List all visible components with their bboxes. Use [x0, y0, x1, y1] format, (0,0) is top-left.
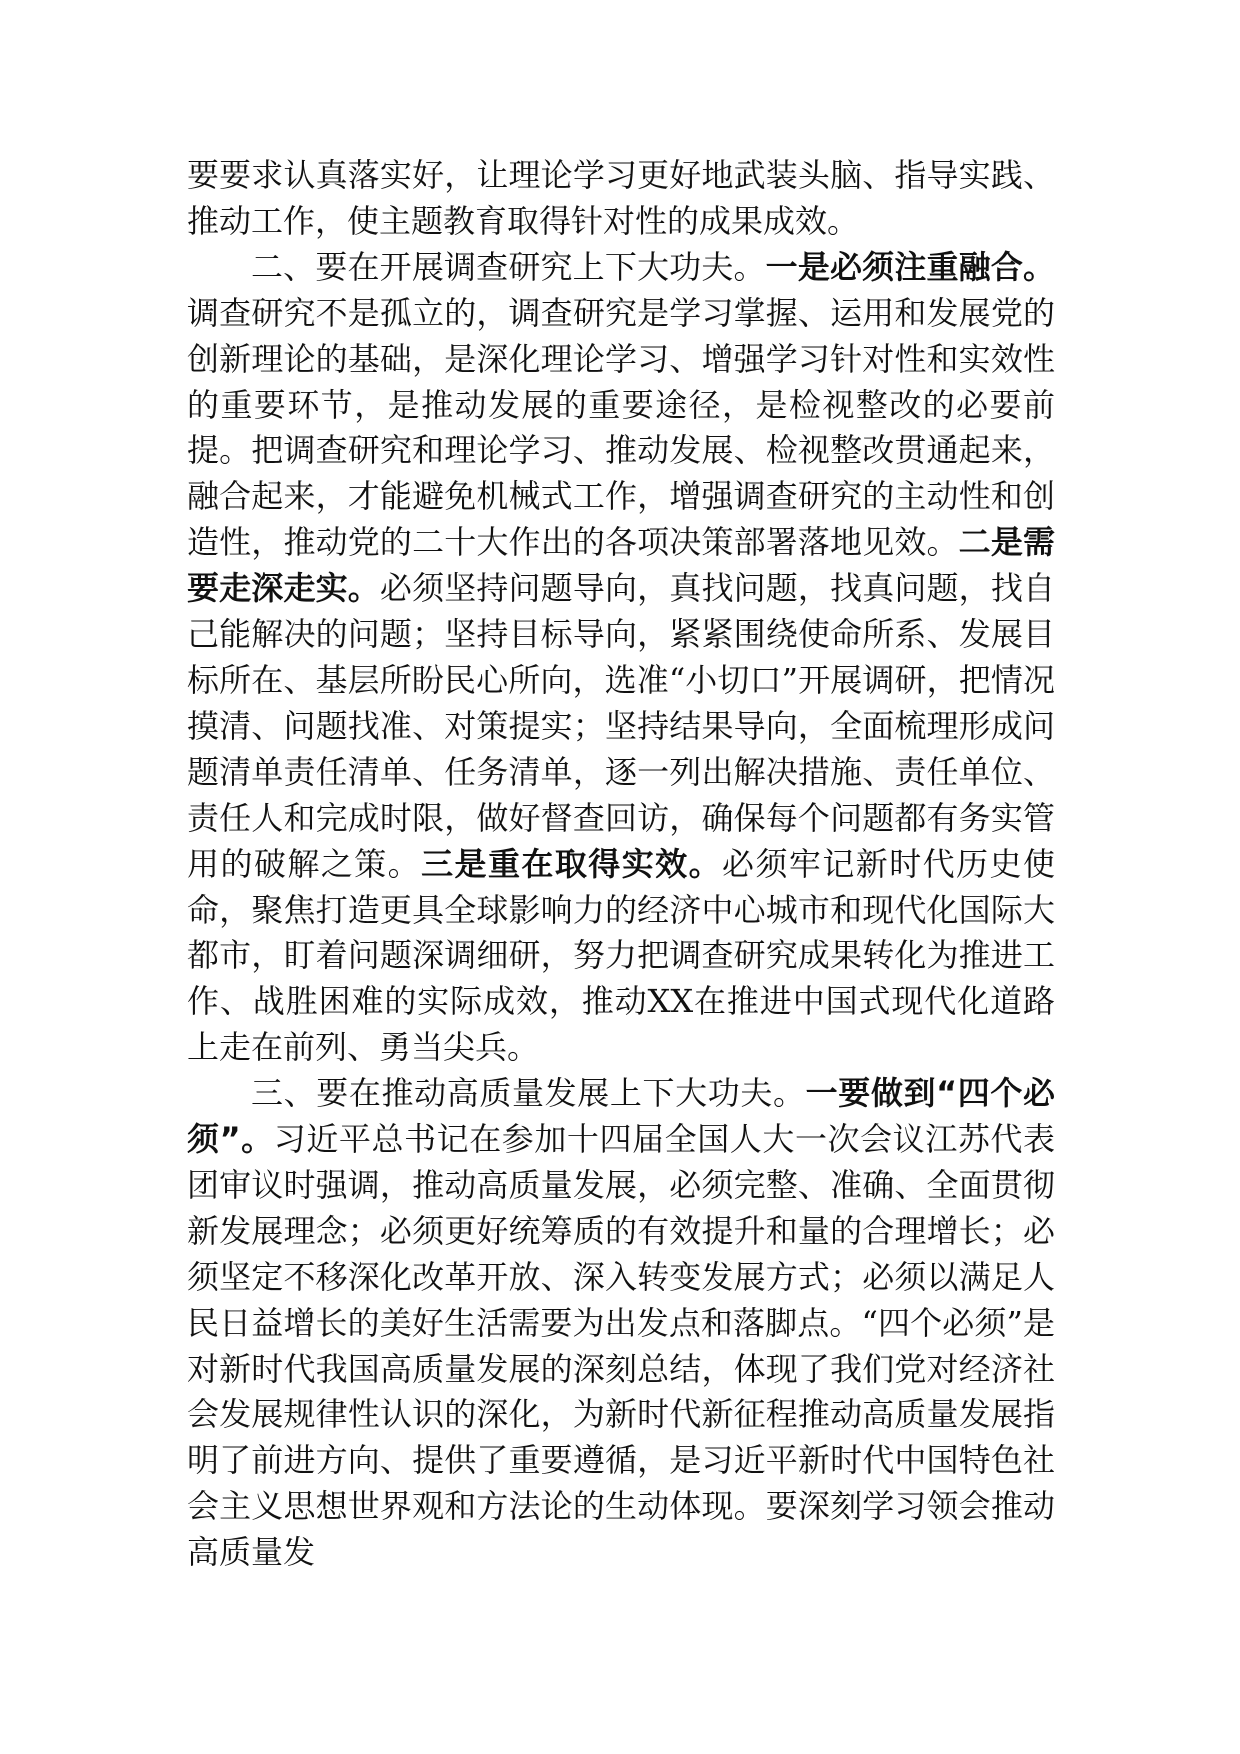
paragraph-3	[187, 1071, 1055, 1576]
body-text: 习近平总书记在参加十四届全国人大一次会议江苏代表团审议时强调，推动高质量发展，必须完整、准确、全面贯彻新发展理念；必须更好统筹质的有效提升和量的合理增长；必须坚定不移深化改革开放、深入转变发展方式；必须以满足人民日益增长的美好生活需要为出发点和落脚点。“四个必须”是对新时代我国高质量发展的深刻总结，体现了我们党对经济社会发展规律性认识的深化，为新时代新征程推动高质量发展指明了前进方向、提供了重要遵循，是习近平新时代中国特色社会主义思想世界观和方法论的生动体现。要深刻学习领会推动高质量发	[187, 1120, 1055, 1572]
bold-key-phrase: 三是重在取得实效。	[421, 844, 723, 883]
body-text: 要要求认真落实好，让理论学习更好地武装头脑、指导实践、推动工作，使主题教育取得针对性的成果成效。	[187, 156, 1055, 240]
body-text: 必须坚持问题导向，真找问题，找真问题，找自己能解决的问题；坚持目标导向，紧紧围绕使命所系、发展目标所在、基层所盼民心所向，选准“小切口”开展调研，把情况摸清、问题找准、对策提实；坚持结果导向，全面梳理形成问题清单责任清单、任务清单，逐一列出解决措施、责任单位、责任人和完成时限，做好督查回访，确保每个问题都有务实管用的破解之策。	[187, 569, 1055, 883]
document-page	[187, 153, 1055, 1576]
bold-key-phrase: 一要做到“四个必须”。	[187, 1074, 1055, 1159]
paragraph-1	[187, 153, 1055, 245]
body-text: 二、要在开展调查研究上下大功夫。	[251, 247, 766, 286]
paragraph-2	[187, 245, 1055, 1071]
body-text: 调查研究不是孤立的，调查研究是学习掌握、运用和发展党的创新理论的基础，是深化理论学习、增强学习针对性和实效性的重要环节，是推动发展的重要途径，是检视整改的必要前提。把调查研究和理论学习、推动发展、检视整改贯通起来，融合起来，才能避免机械式工作，增强调查研究的主动性和创造性，推动党的二十大作出的各项决策部署落地见效。	[187, 293, 1055, 562]
bold-key-phrase: 二是需要走深走实。	[187, 523, 1055, 608]
body-text: 必须牢记新时代历史使命，聚焦打造更具全球影响力的经济中心城市和现代化国际大都市，盯着问题深调细研，努力把调查研究成果转化为推进工作、战胜困难的实际成效，推动XX在推进中国式现代化道路上走在前列、勇当尖兵。	[187, 844, 1055, 1067]
body-text: 三、要在推动高质量发展上下大功夫。	[251, 1074, 806, 1113]
bold-key-phrase: 一是必须注重融合。	[765, 247, 1055, 286]
